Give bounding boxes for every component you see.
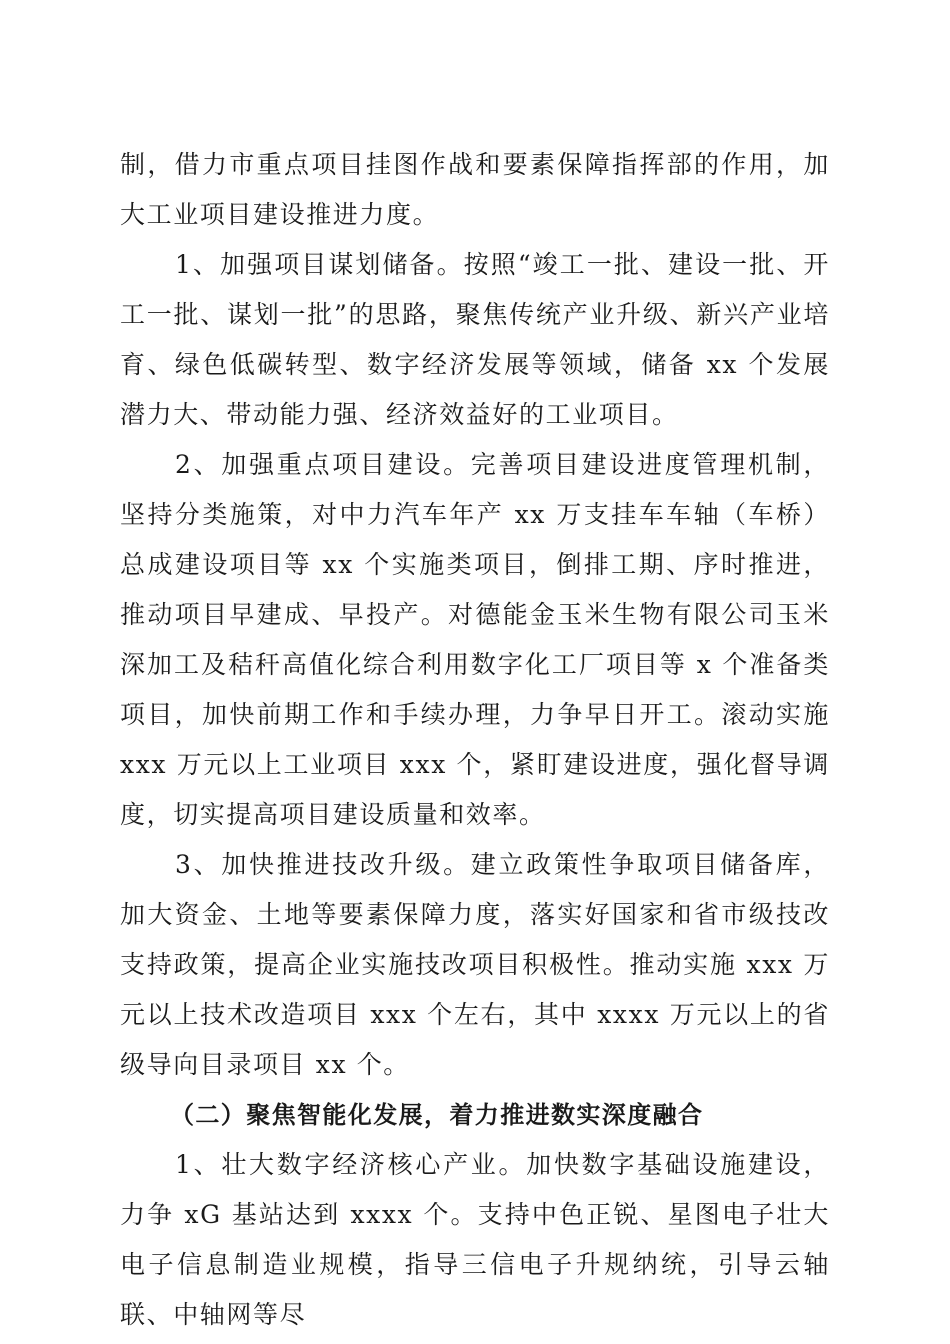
paragraph-tech-upgrade: 3、加快推进技改升级。建立政策性争取项目储备库，加大资金、土地等要素保障力度，落实好国家和省市级技改支持政策，提高企业实施技改项目积极性。推动实施 xxx 万元以上技术改造项目 xxx 个左右，其中 xxxx 万元以上的省级导向目录项目 xx 个。: [120, 850, 830, 1079]
paragraph-continuation: 制，借力市重点项目挂图作战和要素保障指挥部的作用，加大工业项目建设推进力度。: [120, 150, 830, 229]
paragraph-project-planning: 1、加强项目谋划储备。按照“竣工一批、建设一批、开工一批、谋划一批”的思路，聚焦传统产业升级、新兴产业培育、绿色低碳转型、数字经济发展等领域，储备 xx 个发展潜力大、带动能力强、经济效益好的工业项目。: [120, 250, 830, 429]
document-body: [120, 140, 830, 1340]
section-heading: （二）聚焦智能化发展，着力推进数实深度融合: [170, 1101, 704, 1129]
paragraph-key-projects: 2、加强重点项目建设。完善项目建设进度管理机制，坚持分类施策，对中力汽车年产 xx 万支挂车车轴（车桥）总成建设项目等 xx 个实施类项目，倒排工期、序时推进，推动项目早建成、早投产。对德能金玉米生物有限公司玉米深加工及秸秆高值化综合利用数字化工厂项目等 x 个准备类项目，加快前期工作和手续办理，力争早日开工。滚动实施 xxx 万元以上工业项目 xxx 个，紧盯建设进度，强化督导调度，切实提高项目建设质量和效率。: [120, 450, 830, 829]
paragraph-digital-economy: 1、壮大数字经济核心产业。加快数字基础设施建设，力争 xG 基站达到 xxxx 个。支持中色正锐、星图电子壮大电子信息制造业规模，指导三信电子升规纳统，引导云轴联、中轴网等尽: [120, 1150, 830, 1329]
